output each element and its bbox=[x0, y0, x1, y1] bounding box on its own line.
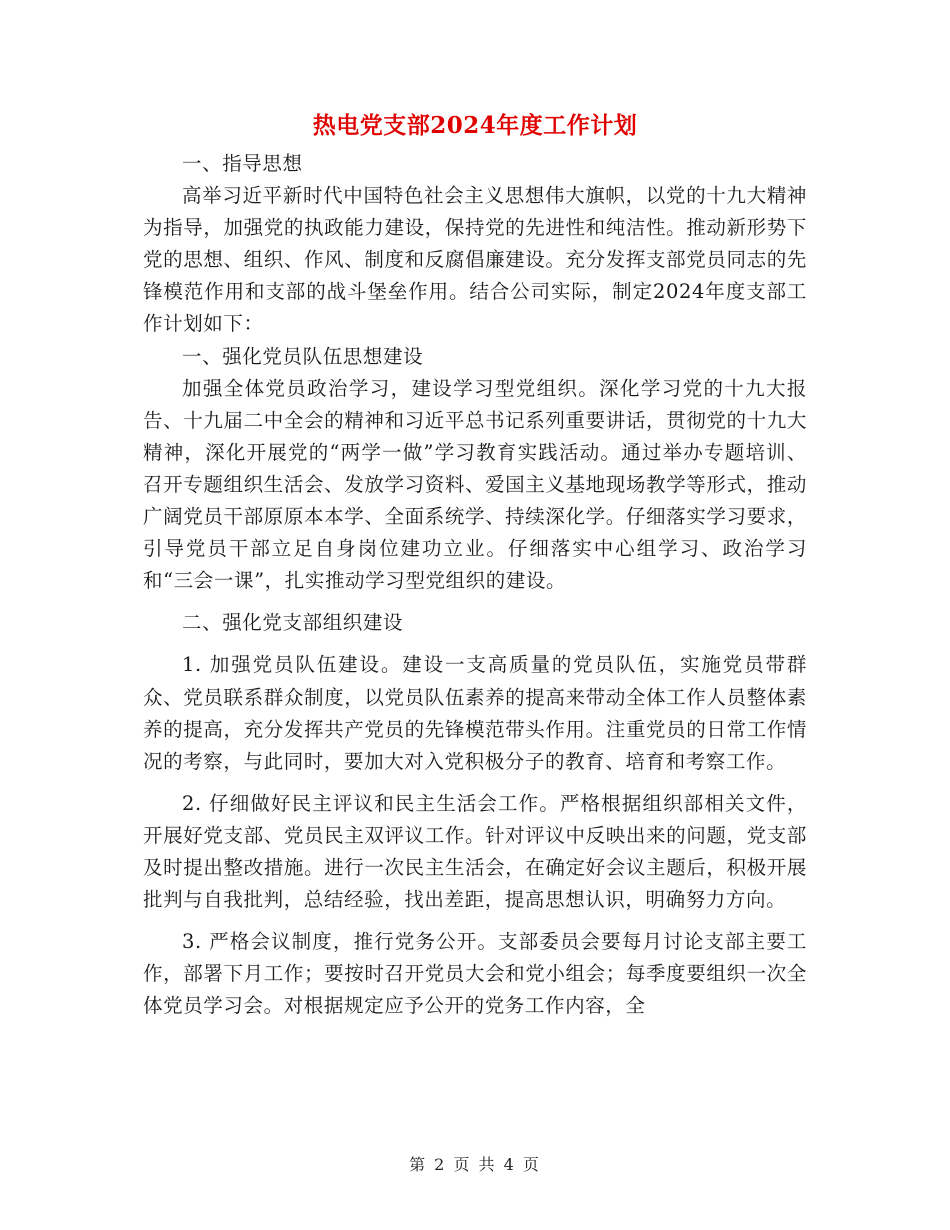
document-body bbox=[143, 148, 807, 1022]
section-heading: 一、指导思想 bbox=[182, 152, 303, 175]
paragraph: 1. 加强党员队伍建设。建设一支高质量的党员队伍，实施党员带群众、党员联系群众制度，以党员队伍素养的提高来带动全体工作人员整体素养的提高，充分发挥共产党员的先锋模范带头作用。注重党员的日常工作情况的考察，与此同时，要加大对入党积极分子的教育、培育和考察工作。 bbox=[143, 653, 807, 773]
paragraph: 3. 严格会议制度，推行党务公开。支部委员会要每月讨论支部主要工作，部署下月工作；要按时召开党员大会和党小组会；每季度要组织一次全体党员学习会。对根据规定应予公开的党务工作内容，全 bbox=[143, 930, 807, 1018]
document-title: 热电党支部2024年度工作计划 bbox=[312, 112, 638, 139]
paragraph: 2. 仔细做好民主评议和民主生活会工作。严格根据组织部相关文件，开展好党支部、党员民主双评议工作。针对评议中反映出来的问题，党支部及时提出整改措施。进行一次民主生活会，在确定好会议主题后，积极开展批判与自我批判，总结经验，找出差距，提高思想认识，明确努力方向。 bbox=[143, 791, 807, 912]
paragraph: 加强全体党员政治学习，建设学习型党组织。深化学习党的十九大报告、十九届二中全会的精神和习近平总书记系列重要讲话，贯彻党的十九大精神，深化开展党的“两学一做”学习教育实践活动。通过举办专题培训、召开专题组织生活会、发放学习资料、爱国主义基地现场教学等形式，推动广阔党员干部原原本本学、全面系统学、持续深化学。仔细落实学习要求，引导党员干部立足自身岗位建功立业。仔细落实中心组学习、政治学习和“三会一课”，扎实推动学习型党组织的建设。 bbox=[143, 376, 807, 593]
paragraph: 高举习近平新时代中国特色社会主义思想伟大旗帜，以党的十九大精神为指导，加强党的执政能力建设，保持党的先进性和纯洁性。推动新形势下党的思想、组织、作风、制度和反腐倡廉建设。充分发挥支部党员同志的先锋模范作用和支部的战斗堡垒作用。结合公司实际，制定2024年度支部工作计划如下： bbox=[143, 184, 807, 336]
page-footer: 第 2 页 共 4 页 bbox=[409, 1155, 541, 1174]
section-heading: 一、强化党员队伍思想建设 bbox=[182, 344, 424, 368]
section-heading: 二、强化党支部组织建设 bbox=[182, 611, 404, 635]
